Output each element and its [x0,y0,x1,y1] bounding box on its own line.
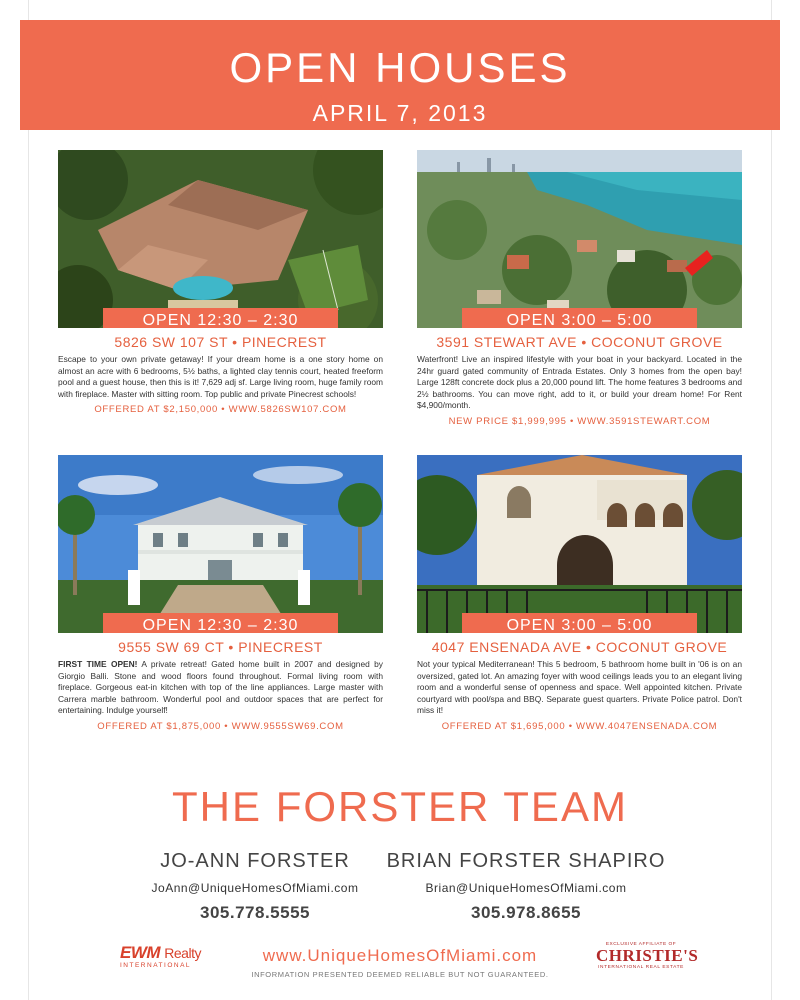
listing-description [417,354,742,412]
agent-email-link[interactable]: JoAnn@UniqueHomesOfMiami.com [151,881,359,895]
listing-photo[interactable] [417,150,742,328]
listing-description-text: A private retreat! Gated home built in 2007 and designed by Giorgio Balli. Stone and wood floors found throughout. Formal living room with fireplace. Gorgeous eat-in kitchen with top of the line appliances. Large master with Carrera marble bathroom. Wonderful pool and outdoor spaces that are perfect for entertaining. Indulge yourself! [58,659,383,716]
agent-phone[interactable]: 305.778.5555 [200,903,310,922]
listing-photo[interactable] [417,455,742,633]
listing-description-text: Not your typical Mediterranean! This 5 bedroom, 5 bathroom home built in '06 is on an oversized, gated lot. An amazing foyer with wood ceilings leads you to an elegant living room and a wonderful sense of openness and space. Well appointed kitchen. Private courtyard with pool/spa and BBQ. Separate guest quarters. Private Police patrol. Don't miss it! [417,659,742,716]
agent-name: JO-ANN FORSTER [160,850,350,872]
christies-logo-top: EXCLUSIVE AFFILIATE OF [605,942,677,947]
agent-card [376,850,676,923]
christies-logo [596,942,699,970]
christies-logo-sub: INTERNATIONAL REAL ESTATE [598,965,684,970]
listing-address: 4047 ENSENADA AVE • COCONUT GROVE [431,639,728,655]
listing-address: 9555 SW 69 CT • PINECREST [118,639,323,655]
page-title: OPEN HOUSES [229,44,571,91]
listing-description [417,659,742,717]
ewm-logo-sub: INTERNATIONAL [120,962,192,969]
listing-offer[interactable]: OFFERED AT $2,150,000 • WWW.5826SW107.COM [94,404,347,416]
ewm-logo-main: EWM [120,943,161,962]
website-link[interactable]: www.UniqueHomesOfMiami.com [262,946,538,965]
christies-logo-main: CHRISTIE'S [596,946,699,965]
agent-card [125,850,385,923]
team-title: THE FORSTER TEAM [172,783,628,830]
listing-address: 5826 SW 107 ST • PINECREST [114,334,327,350]
listing-card [417,455,742,732]
listing-card [417,150,742,427]
open-time-badge: OPEN 3:00 – 5:00 [462,613,697,633]
open-time-badge: OPEN 3:00 – 5:00 [462,308,697,328]
listing-description [58,354,383,400]
ewm-logo-realty: Realty [164,945,201,961]
listing-photo[interactable] [58,455,383,633]
listing-card [58,150,383,415]
listing-offer[interactable]: NEW PRICE $1,999,995 • WWW.3591STEWART.COM [448,415,711,427]
agent-name: BRIAN FORSTER SHAPIRO [386,850,666,872]
listing-card [58,455,383,732]
open-time-badge: OPEN 12:30 – 2:30 [103,308,338,328]
agent-email-link[interactable]: Brian@UniqueHomesOfMiami.com [425,881,627,895]
event-date: APRIL 7, 2013 [312,100,488,126]
listing-description-text: Waterfront! Live an inspired lifestyle with your boat in your backyard. Located in the 24hr guard gated community of Entrada Estates. Only 3 homes from the open bay! Large 128ft concrete dock plus a 20,000 pound lift. The home features 3 bedrooms and 2½ bathrooms. You can move right, add to it, or build your dream home! For Rent $4,900/month. [417,354,742,411]
listing-address: 3591 STEWART AVE • COCONUT GROVE [436,334,723,350]
listing-description-text: Escape to your own private getaway! If your dream home is a one story home on almost an acre with 6 bedrooms, 5½ baths, a lighted clay tennis court, heated freeform pool and a guest house, then this is it! 7,629 adj sf. Large living room, huge family room with fireplace. Master with sitting room. Top public and private Pinecrest schools! [58,354,383,399]
listing-description [58,659,383,717]
header-banner [20,20,780,130]
agent-phone[interactable]: 305.978.8655 [471,903,581,922]
listing-photo[interactable] [58,150,383,328]
listing-offer[interactable]: OFFERED AT $1,695,000 • WWW.4047ENSENADA.COM [441,720,718,732]
listing-offer[interactable]: OFFERED AT $1,875,000 • WWW.9555SW69.COM [97,720,344,732]
listing-lead: FIRST TIME OPEN! [58,659,138,669]
disclaimer: INFORMATION PRESENTED DEEMED RELIABLE BUT NOT GUARANTEED. [251,970,549,979]
open-time-badge: OPEN 12:30 – 2:30 [103,613,338,633]
